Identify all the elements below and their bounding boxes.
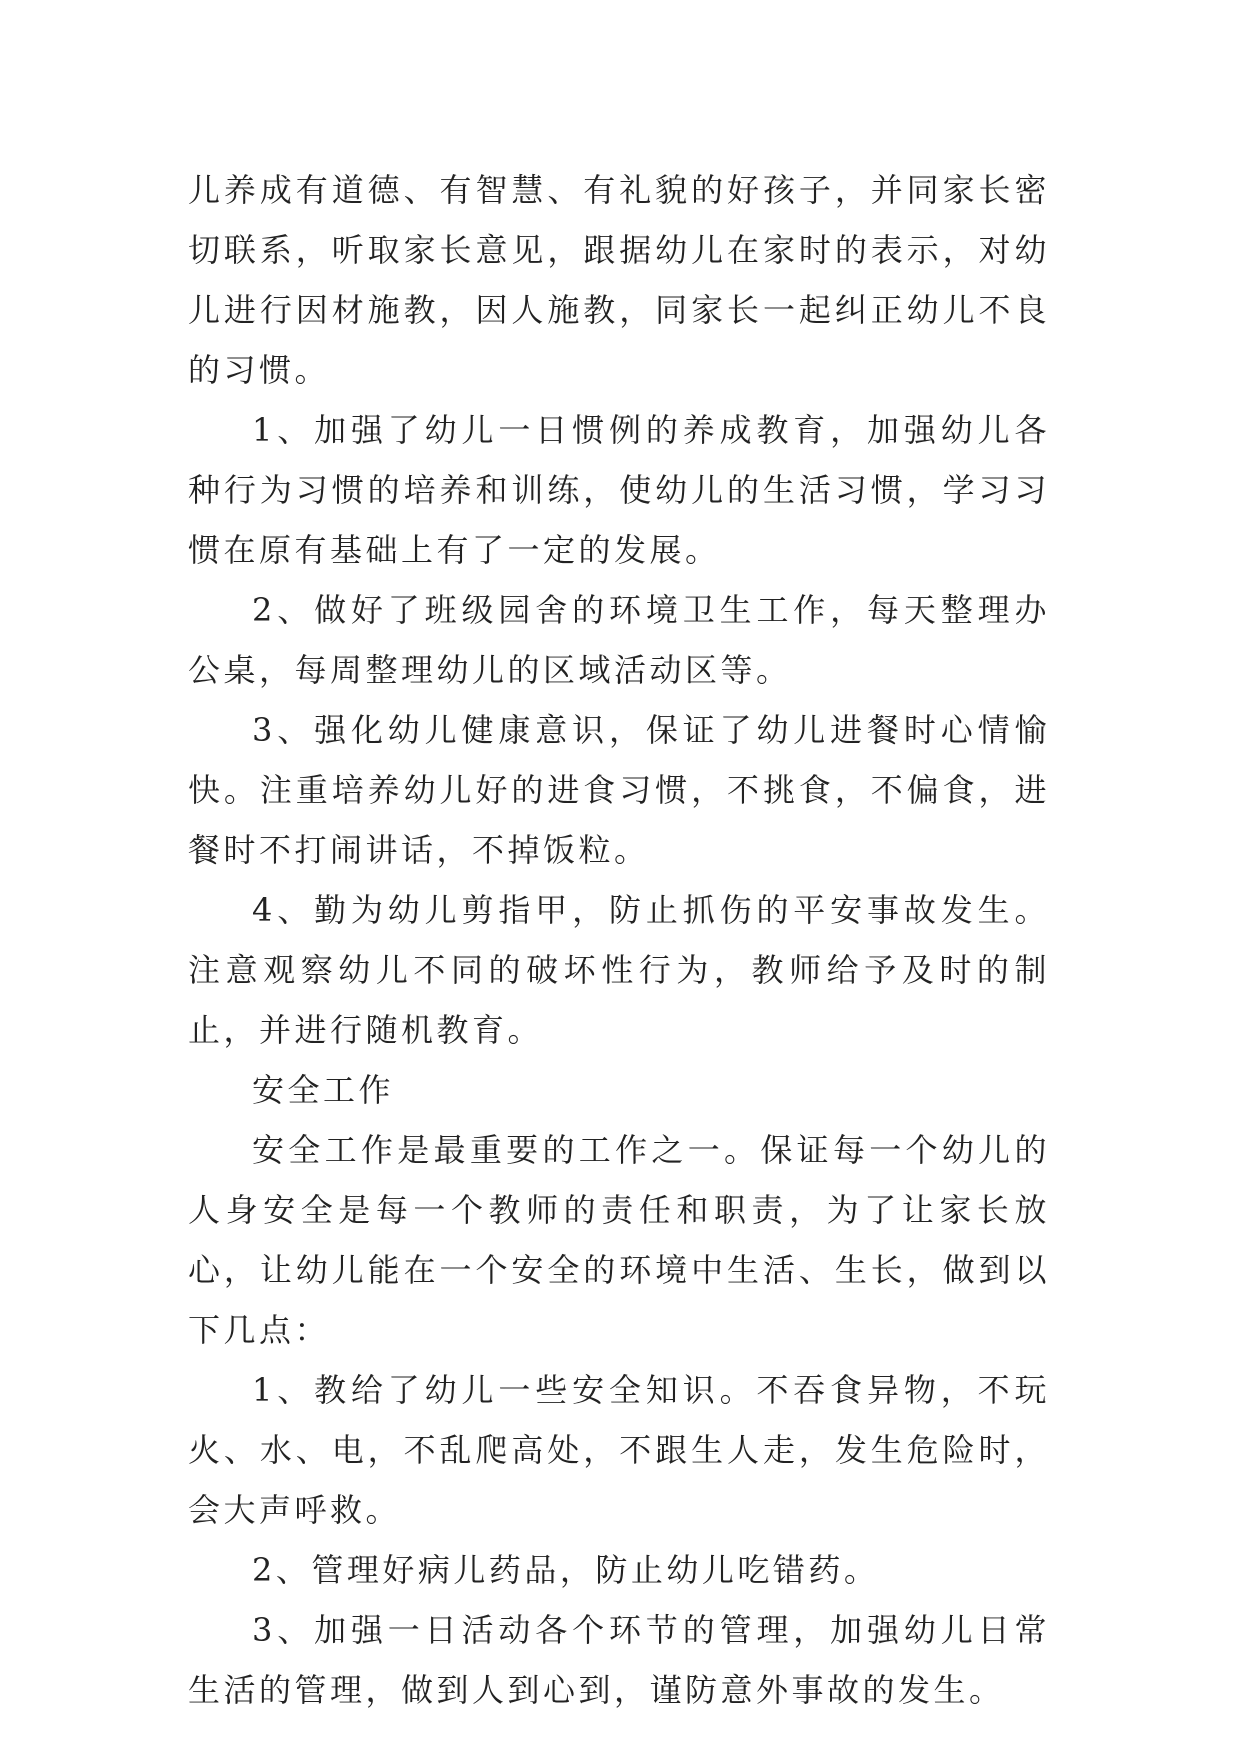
- document-page: [188, 160, 1050, 1720]
- paragraph-medicine-management: 2、管理好病儿药品，防止幼儿吃错药。: [252, 1551, 880, 1589]
- paragraph-nail-trimming: 4、勤为幼儿剪指甲，防止抓伤的平安事故发生。注意观察幼儿不同的破坏性行为，教师给予及时的制止，并进行随机教育。: [188, 891, 1050, 1049]
- paragraph-daily-management: 3、加强一日活动各个环节的管理，加强幼儿日常生活的管理，做到人到心到，谨防意外事故的发生。: [188, 1611, 1050, 1709]
- paragraph-safety-knowledge: 1、教给了幼儿一些安全知识。不吞食异物，不玩火、水、电，不乱爬高处，不跟生人走，发生危险时，会大声呼救。: [188, 1371, 1050, 1529]
- paragraph-safety-intro: 安全工作是最重要的工作之一。保证每一个幼儿的人身安全是每一个教师的责任和职责，为了让家长放心，让幼儿能在一个安全的环境中生活、生长，做到以下几点：: [188, 1131, 1050, 1349]
- paragraph-habit-training: 1、加强了幼儿一日惯例的养成教育，加强幼儿各种行为习惯的培养和训练，使幼儿的生活习惯，学习习惯在原有基础上有了一定的发展。: [188, 411, 1050, 569]
- paragraph-health-awareness: 3、强化幼儿健康意识，保证了幼儿进餐时心情愉快。注重培养幼儿好的进食习惯，不挑食，不偏食，进餐时不打闹讲话，不掉饭粒。: [188, 711, 1050, 869]
- section-heading-safety: 安全工作: [252, 1071, 395, 1109]
- paragraph-hygiene-work: 2、做好了班级园舍的环境卫生工作，每天整理办公桌，每周整理幼儿的区域活动区等。: [188, 591, 1050, 689]
- paragraph-continuation: 儿养成有道德、有智慧、有礼貌的好孩子，并同家长密切联系，听取家长意见，跟据幼儿在家时的表示，对幼儿进行因材施教，因人施教，同家长一起纠正幼儿不良的习惯。: [188, 171, 1050, 389]
